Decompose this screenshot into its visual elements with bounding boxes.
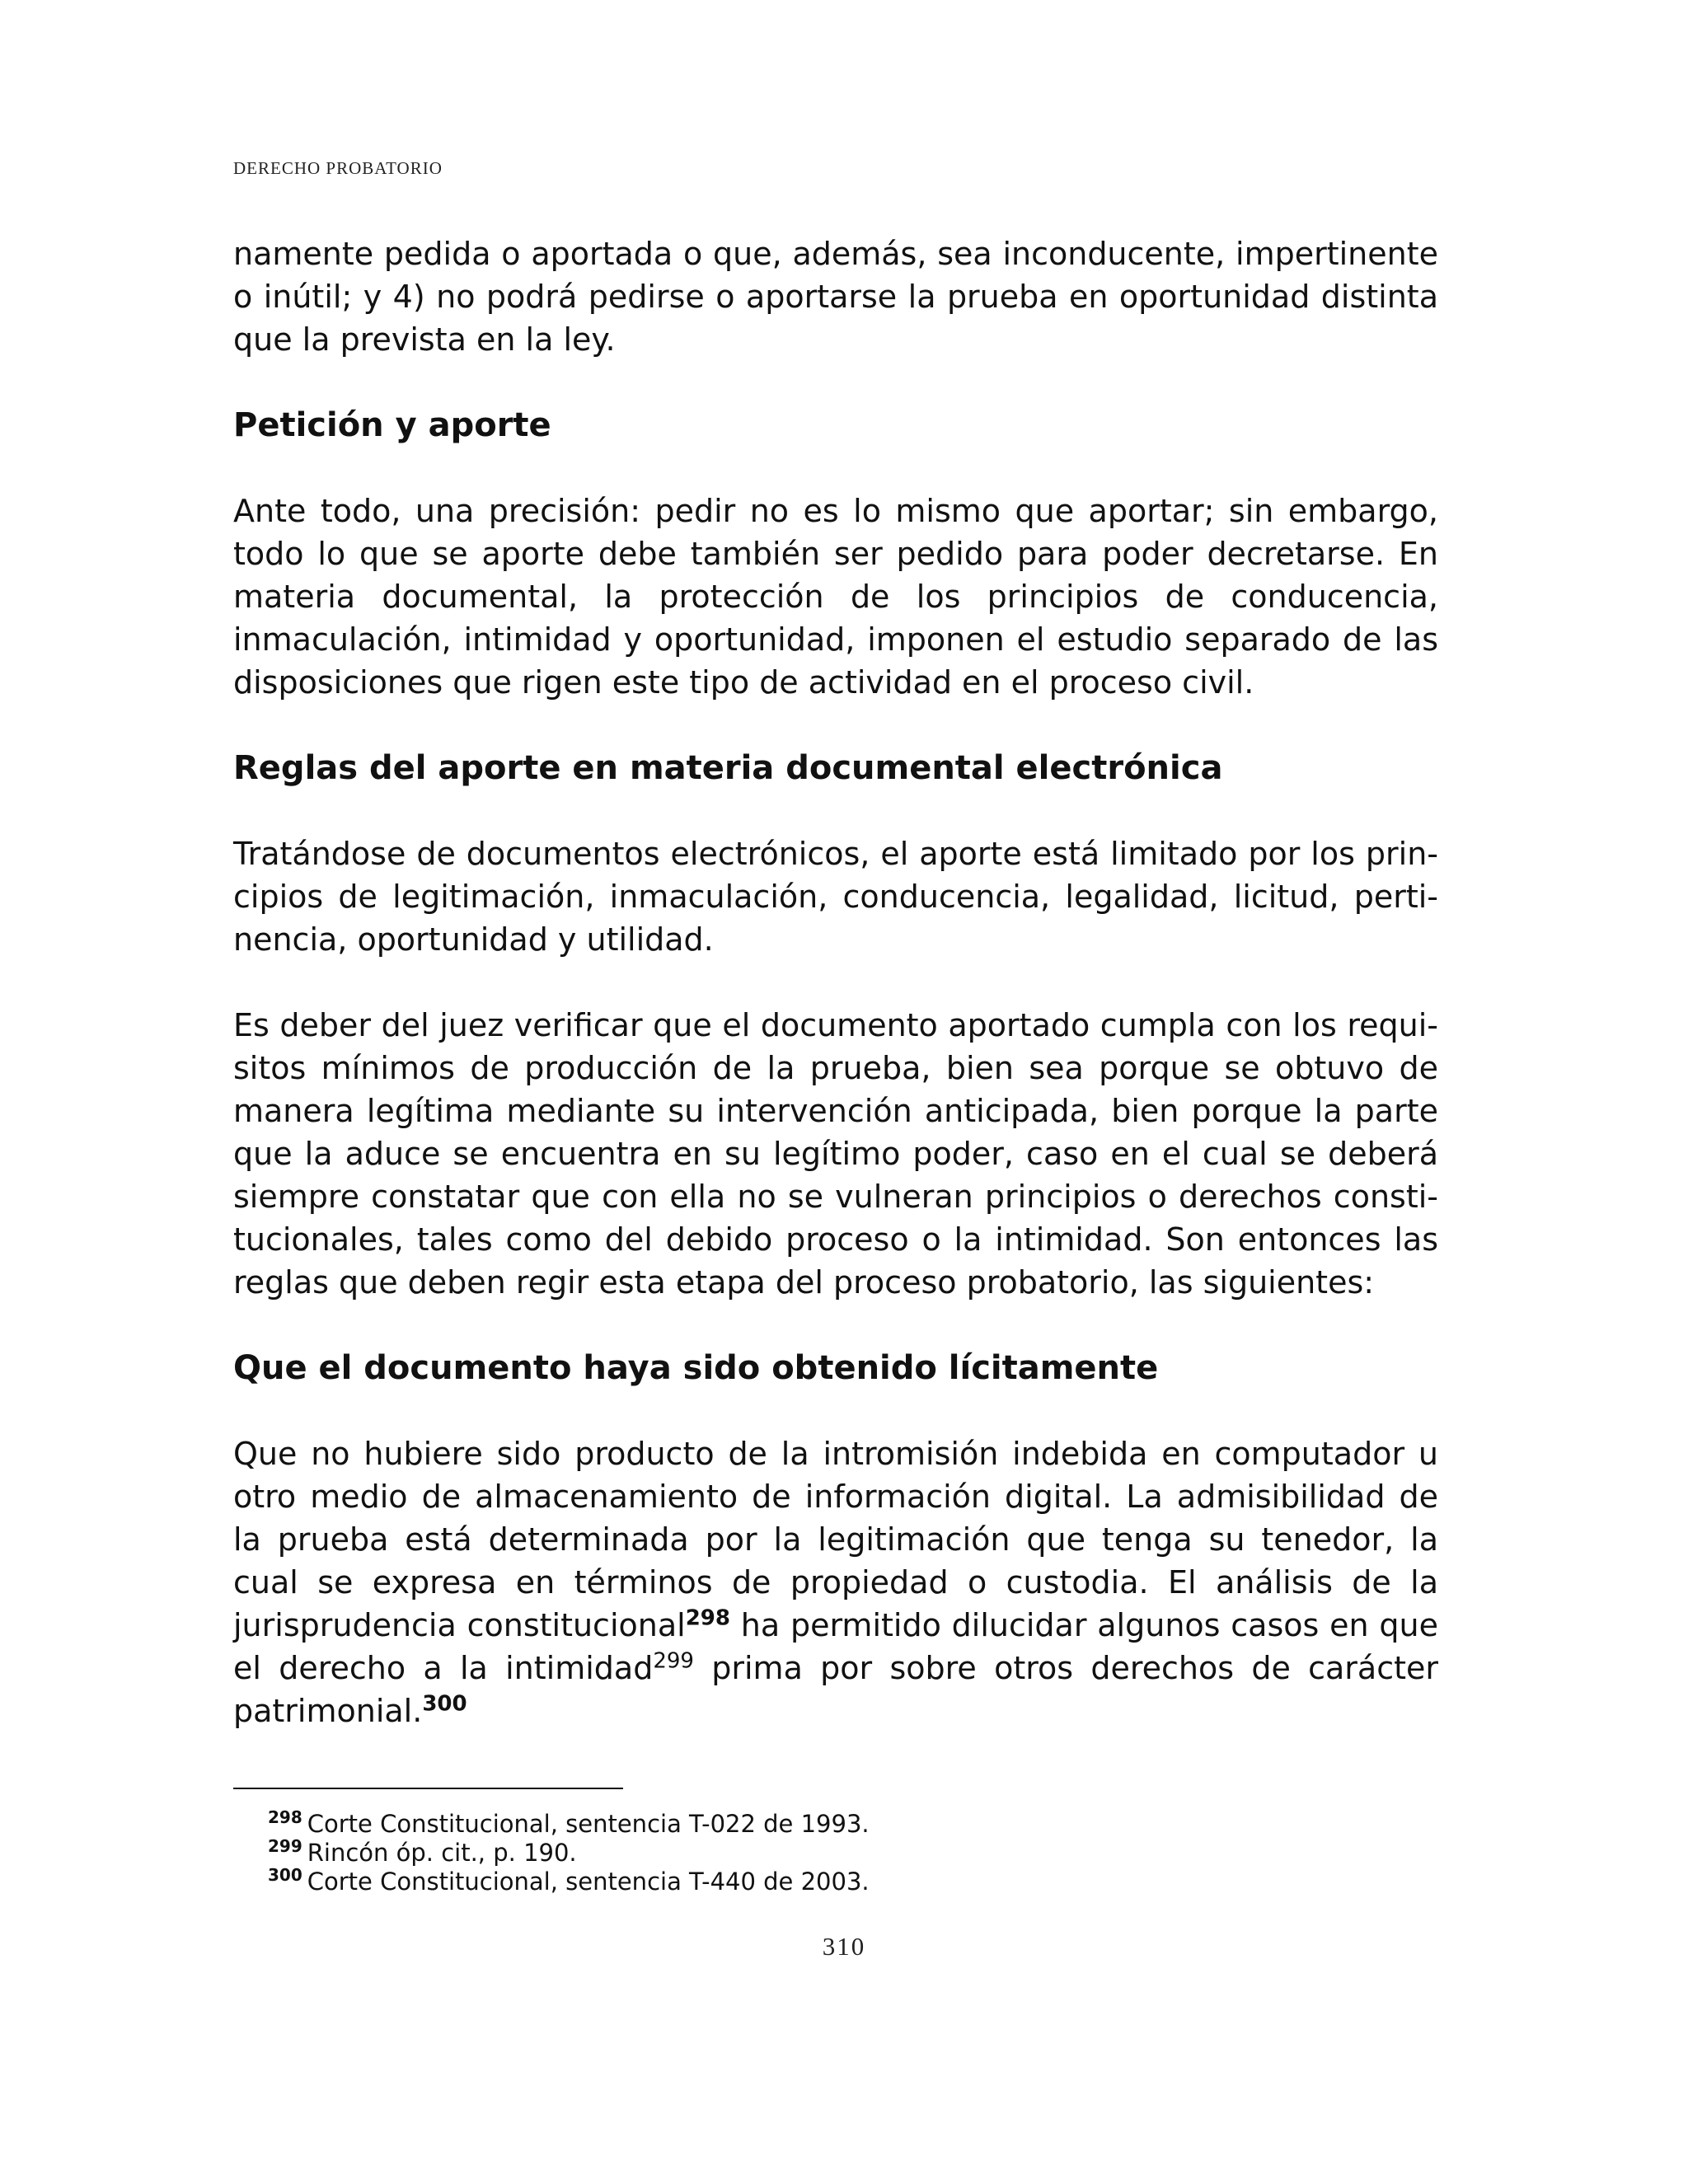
paragraph-licito xyxy=(233,1432,1438,1732)
footnote-ref-300[interactable]: 300 xyxy=(422,1691,467,1717)
footnotes xyxy=(268,1807,1422,1896)
paragraph-peticion: Ante todo, una precisión: pedir no es lo mismo que aportar; sin embargo, todo lo que se aporte debe también ser pedido para poder decretarse. En materia documental, la protección de los principios de conducencia, inmaculación, intimidad y oportunidad, imponen el estudio separado de las disposiciones que rigen este tipo de actividad en el proceso civil. xyxy=(233,493,1438,701)
footnote-text: Rincón óp. cit., p. 190. xyxy=(307,1839,577,1867)
footnote-text: Corte Constitucional, sentencia T-022 de 1993. xyxy=(307,1810,870,1838)
footnote-number: 298 xyxy=(268,1807,302,1828)
paragraph-licito-text-3: prima por sobre otros derechos de carácter patrimonial. xyxy=(233,1650,1438,1729)
paragraph-licito-text-1: Que no hubiere sido producto de la intromisión indebida en computador u otro medio de almacenamiento de información digital. La admisibilidad de la prueba está determinada por la legitimación que tenga su tenedor, la cual se expresa en términos de propiedad o custodia. El análisis de la jurisprudencia constitucional xyxy=(233,1436,1438,1643)
footnote-ref-298[interactable]: 298 xyxy=(685,1605,730,1631)
paragraph-deber-juez: Es deber del juez verificar que el documento aportado cumpla con los requisitos mínimos de producción de la prueba, bien sea porque se obtuvo de manera legítima mediante su intervención anticipada, bien porque la parte que la aduce se encuentra en su legítimo poder, caso en el cual se deberá siempre constatar que con ella no se vulneran principios o derechos constitucionales, tales como del debido proceso o la intimidad. Son entonces las reglas que deben regir esta etapa del proceso probatorio, las siguientes: xyxy=(233,1007,1438,1301)
running-header: DERECHO PROBATORIO xyxy=(233,158,443,178)
section-heading-licito: Que el documento haya sido obtenido lícitamente xyxy=(233,1349,1159,1387)
footnote-separator xyxy=(233,1788,623,1789)
footnote-number: 300 xyxy=(268,1865,302,1886)
section-heading-reglas: Reglas del aporte en materia documental electrónica xyxy=(233,749,1223,787)
footnote-300 xyxy=(268,1865,1422,1896)
intro-paragraph: namente pedida o aportada o que, además, sea inconducente, impertinente o inútil; y 4) no podrá pedirse o aportarse la prueba en oportunidad distinta que la prevista en la ley. xyxy=(233,236,1438,358)
footnote-298 xyxy=(268,1807,1422,1839)
page-number: 310 xyxy=(822,1932,866,1961)
section-heading-peticion: Petición y aporte xyxy=(233,406,551,444)
footnote-ref-299[interactable]: 299 xyxy=(653,1648,694,1674)
footnote-number: 299 xyxy=(268,1836,302,1857)
footnote-299 xyxy=(268,1836,1422,1868)
paragraph-reglas: Tratándose de documentos electrónicos, el aporte está limitado por los principios de legitimación, inmaculación, conducencia, legalidad, licitud, pertinencia, oportunidad y utilidad. xyxy=(233,836,1438,958)
page-body xyxy=(233,232,1438,1732)
paragraph-licito-text-2: ha permitido dilucidar algunos casos en que el derecho a la intimidad xyxy=(233,1607,1438,1686)
footnote-text: Corte Constitucional, sentencia T-440 de 2003. xyxy=(307,1868,870,1896)
